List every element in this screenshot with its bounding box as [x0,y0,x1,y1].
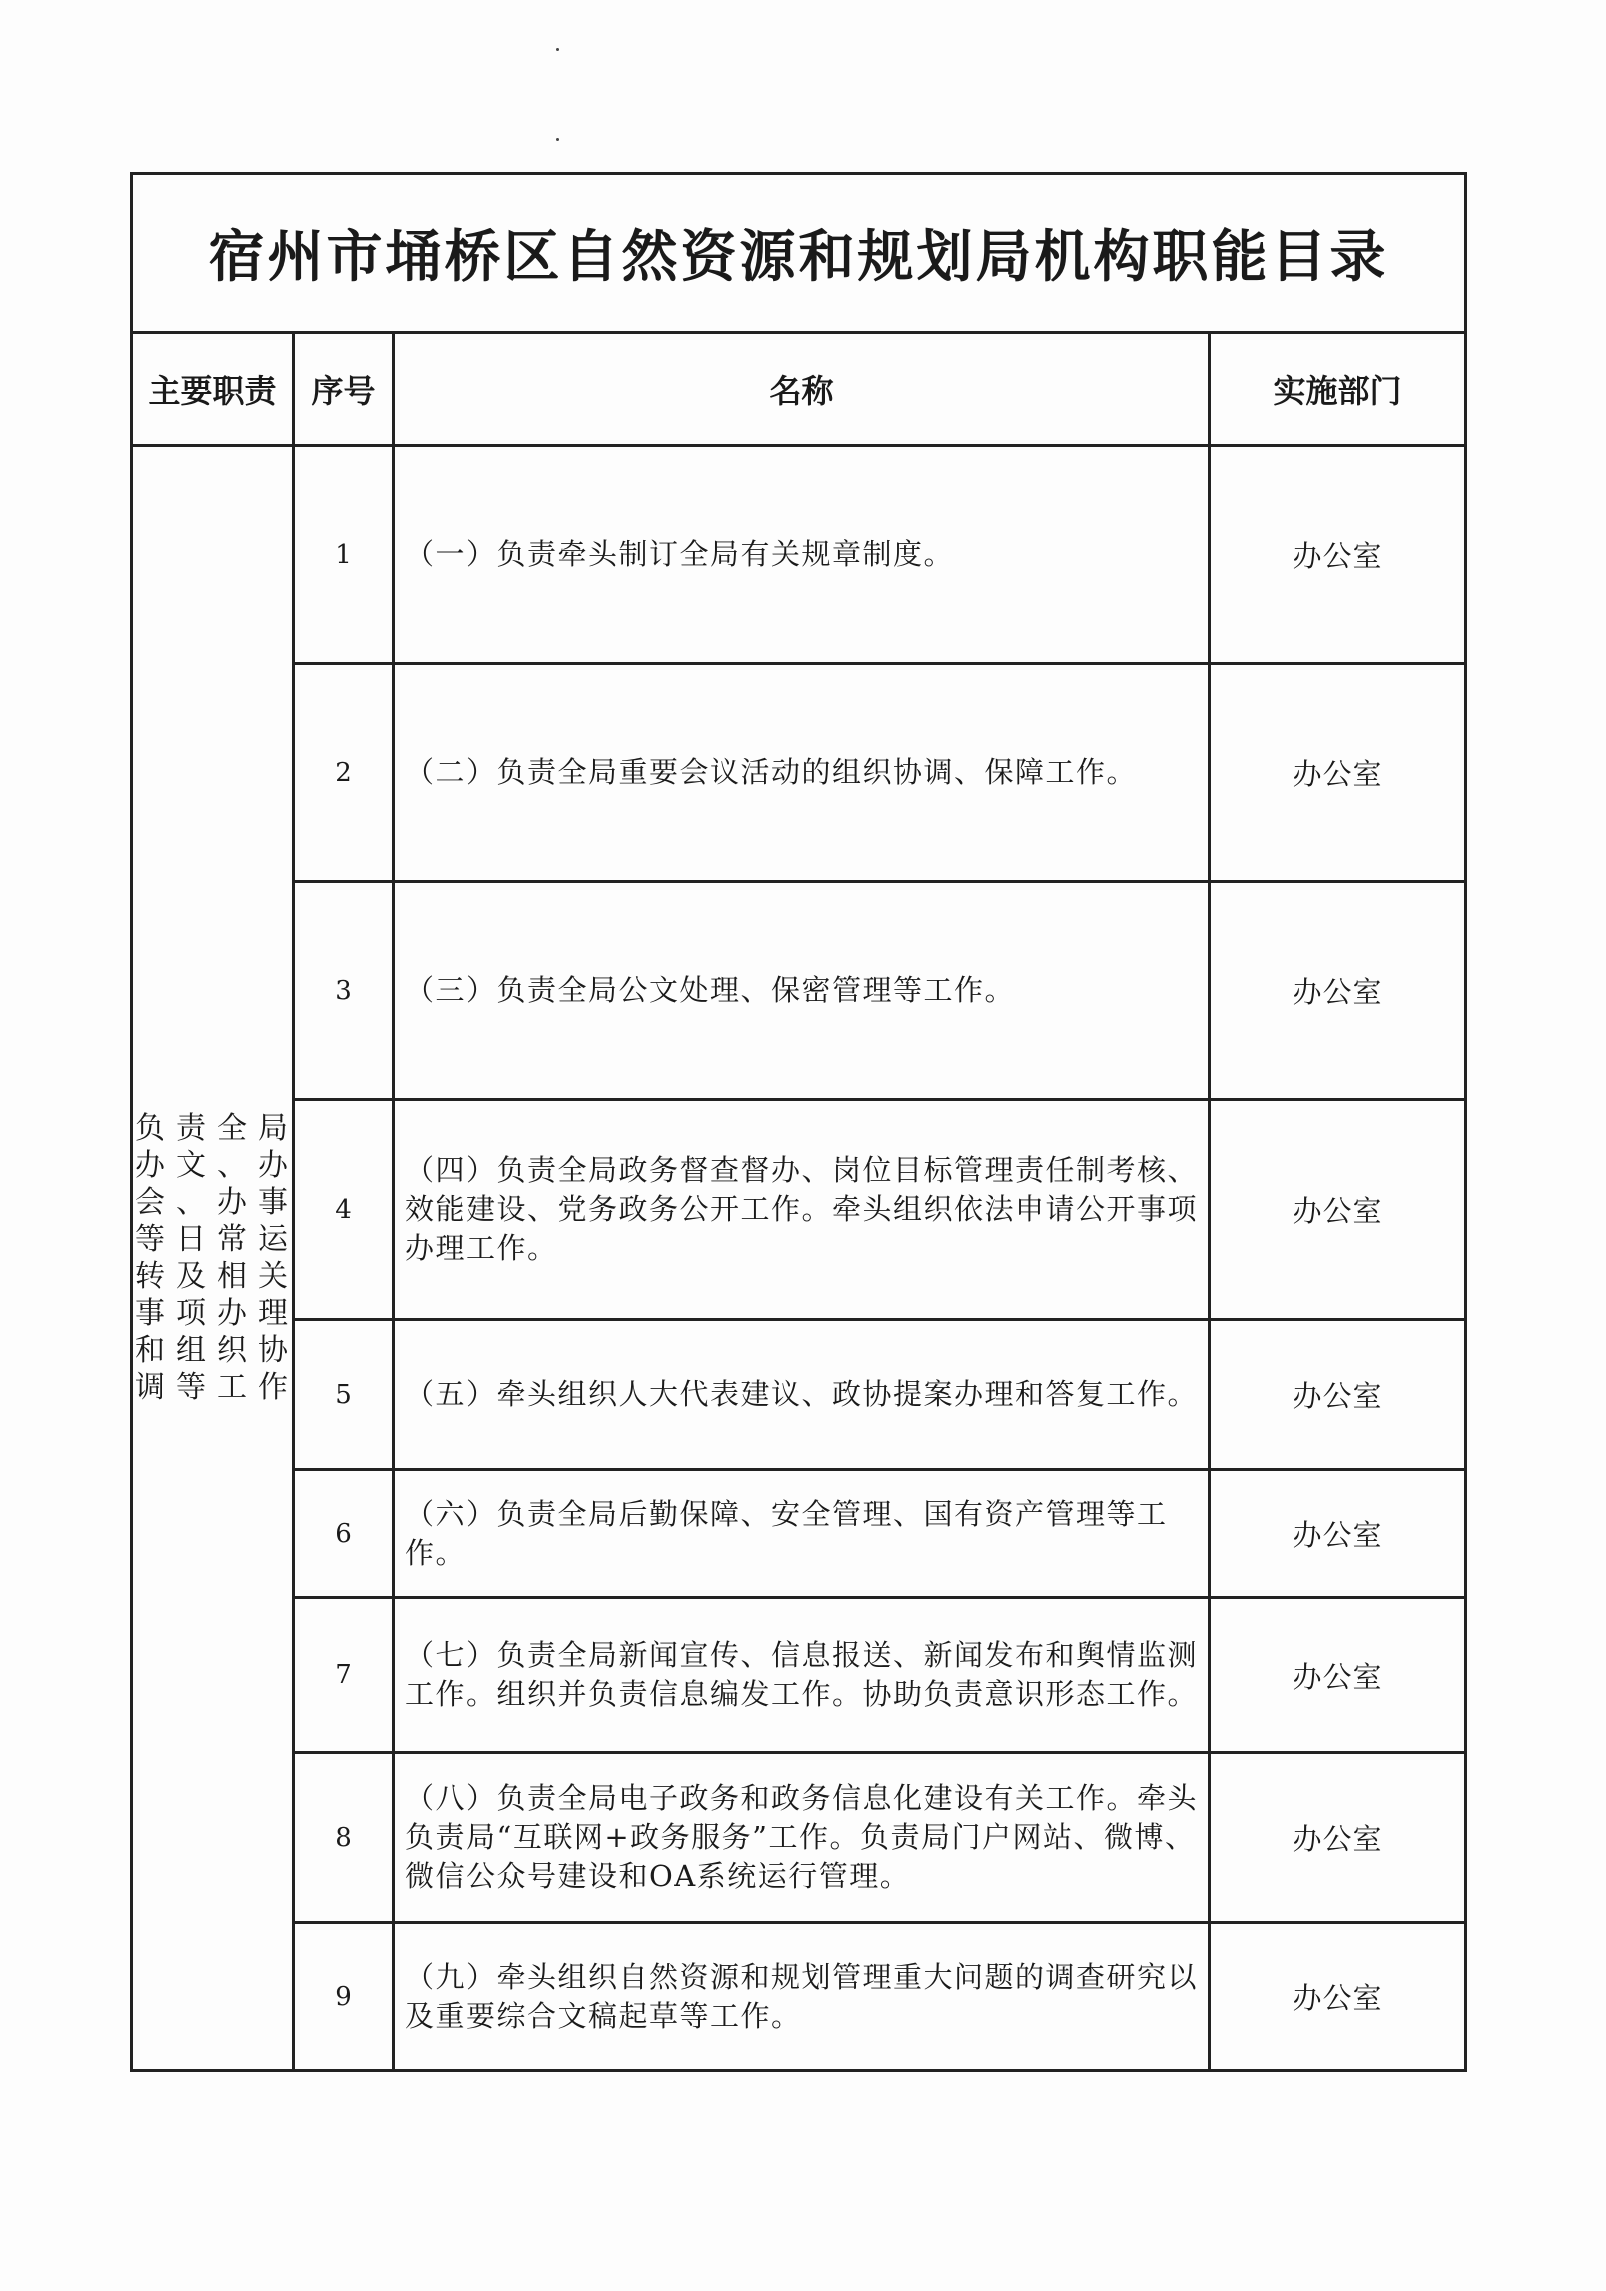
function-catalog-table [130,172,1467,2072]
row-number: 6 [294,1470,394,1598]
row-number: 4 [294,1100,394,1320]
row-name: （九）牵头组织自然资源和规划管理重大问题的调查研究以及重要综合文稿起草等工作。 [394,1923,1210,2071]
header-name: 名称 [394,333,1210,446]
table-row [132,1753,1466,1923]
header-department: 实施部门 [1210,333,1466,446]
table-row [132,1598,1466,1753]
table-row [132,882,1466,1100]
row-name: （四）负责全局政务督查督办、岗位目标管理责任制考核、效能建设、党务政务公开工作。牵头组织依法申请公开事项办理工作。 [394,1100,1210,1320]
row-name: （七）负责全局新闻宣传、信息报送、新闻发布和舆情监测工作。组织并负责信息编发工作。协助负责意识形态工作。 [394,1598,1210,1753]
main-duty-line: 会、办事 [135,1185,290,1220]
scan-speck [556,48,559,51]
table-row [132,1320,1466,1470]
header-number: 序号 [294,333,394,446]
row-name: （二）负责全局重要会议活动的组织协调、保障工作。 [394,664,1210,882]
row-number: 3 [294,882,394,1100]
main-duty-line: 办文、办 [135,1148,290,1183]
row-name: （一）负责牵头制订全局有关规章制度。 [394,446,1210,664]
row-number: 7 [294,1598,394,1753]
title-row [132,174,1466,333]
header-row [132,333,1466,446]
main-duty-line: 转及相关 [135,1259,290,1294]
header-duty: 主要职责 [132,333,294,446]
row-name: （五）牵头组织人大代表建议、政协提案办理和答复工作。 [394,1320,1210,1470]
main-duty-line: 事项办理 [135,1296,290,1331]
row-department: 办公室 [1210,1753,1466,1923]
table-row [132,446,1466,664]
row-number: 5 [294,1320,394,1470]
document-title: 宿州市埇桥区自然资源和规划局机构职能目录 [132,174,1466,333]
table-row [132,1100,1466,1320]
row-name: （六）负责全局后勤保障、安全管理、国有资产管理等工作。 [394,1470,1210,1598]
row-department: 办公室 [1210,1470,1466,1598]
row-department: 办公室 [1210,446,1466,664]
row-department: 办公室 [1210,1320,1466,1470]
table-row [132,1923,1466,2071]
row-name: （八）负责全局电子政务和政务信息化建设有关工作。牵头负责局“互联网+政务服务”工作。负责局门户网站、微博、微信公众号建设和OA系统运行管理。 [394,1753,1210,1923]
main-duty-line: 调等工作 [135,1370,290,1405]
row-department: 办公室 [1210,664,1466,882]
row-department: 办公室 [1210,1923,1466,2071]
table-row [132,1470,1466,1598]
row-department: 办公室 [1210,1598,1466,1753]
main-duty-line: 和组织协 [135,1333,290,1368]
row-number: 8 [294,1753,394,1923]
row-number: 9 [294,1923,394,2071]
row-number: 1 [294,446,394,664]
main-duty-cell [132,446,294,2071]
main-duty-line: 负责全局 [135,1111,290,1146]
scan-speck [556,138,559,141]
table-row [132,664,1466,882]
row-department: 办公室 [1210,1100,1466,1320]
row-name: （三）负责全局公文处理、保密管理等工作。 [394,882,1210,1100]
main-duty-line: 等日常运 [135,1222,290,1257]
row-department: 办公室 [1210,882,1466,1100]
row-number: 2 [294,664,394,882]
